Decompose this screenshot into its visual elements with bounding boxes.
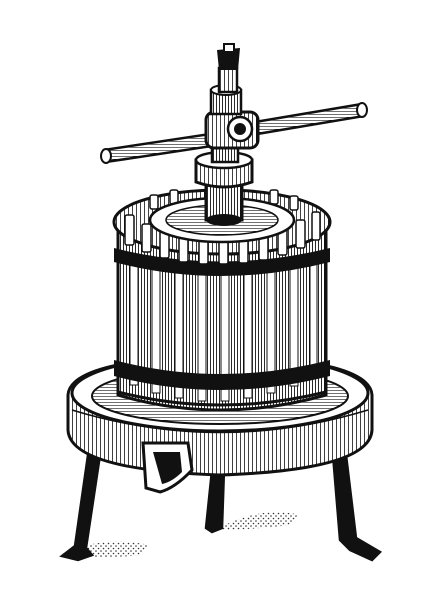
- screw-top: [211, 44, 241, 114]
- press-spout: [143, 443, 192, 492]
- ground-shadows: [60, 512, 300, 557]
